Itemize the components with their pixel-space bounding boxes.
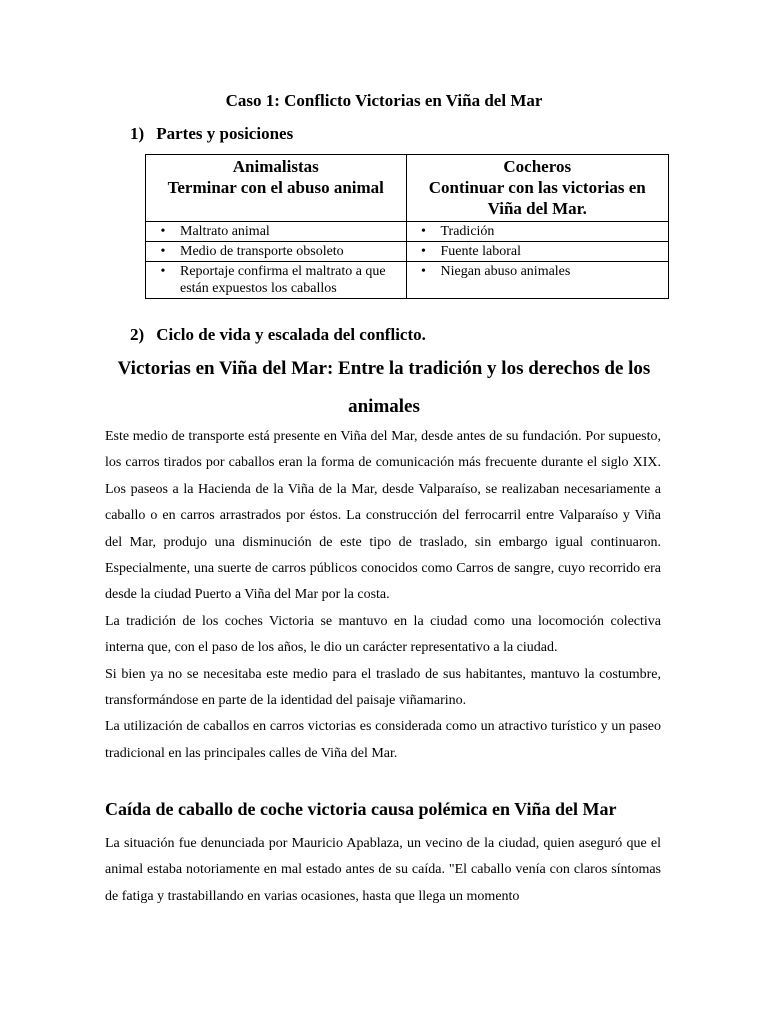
header-position: Terminar con el abuso animal (167, 178, 384, 197)
cell-text: Maltrato animal (180, 224, 270, 239)
paragraph: La utilización de caballos en carros victorias es considerada como un atractivo turístico y un paseo tradicional en las principales calles de Viña del Mar. (105, 719, 661, 761)
table-cell-right (406, 242, 669, 262)
header-position-cont: Viña del Mar. (487, 199, 587, 218)
cell-text: Tradición (440, 224, 495, 239)
table-cell-left (146, 262, 407, 299)
bullet-icon: • (160, 244, 166, 259)
paragraph: Este medio de transporte está presente en Viña del Mar, desde antes de su fundación. Por supuesto, los carros tirados por caballos eran la forma de comunicación más frecuente durante el siglo XIX. Los paseos a la Hacienda de la Viña de la Mar, desde Valparaíso, se realizaban necesariamente a caballo o en carros arrastrados por éstos. La construcción del ferrocarril entre Valparaíso y Viña del Mar, produjo una disminución de este tipo de traslado, sin embargo igual continuaron. Especialmente, una suerte de carros públicos conocidos como Carros de sangre, cuyo recorrido era desde la ciudad Puerto a Viña del Mar por la costa. (105, 429, 661, 603)
cell-text: Fuente laboral (440, 244, 521, 259)
paragraph: La tradición de los coches Victoria se mantuvo en la ciudad como una locomoción colectiva interna que, con el paso de los años, le dio un carácter representativo a la ciudad. (105, 613, 661, 656)
bullet-icon: • (160, 264, 166, 279)
bullet-icon: • (421, 244, 426, 259)
section-heading-2 (130, 325, 426, 345)
table-row (146, 262, 669, 299)
animalistas-header (146, 155, 407, 222)
table-header-row (146, 155, 669, 222)
bullet-icon: • (421, 264, 426, 279)
article-body-2 (105, 803, 661, 910)
table-row (146, 222, 669, 242)
positions-table (145, 154, 669, 299)
header-position: Continuar con las victorias en (428, 178, 646, 197)
section-number: 2) (130, 325, 145, 344)
table-cell-right (406, 262, 669, 299)
header-party: Animalistas (232, 157, 319, 176)
bullet-icon: • (160, 224, 166, 239)
table-row (146, 242, 669, 262)
document-title: Caso 1: Conflicto Victorias en Viña del Mar (225, 91, 543, 110)
article-subheading: Caída de caballo de coche victoria causa polémica en Viña del Mar (105, 799, 617, 819)
paragraph: Si bien ya no se necesitaba este medio para el traslado de sus habitantes, mantuvo la costumbre, transformándose en parte de la identidad del paisaje viñamarino. (105, 666, 661, 709)
cocheros-header (406, 155, 669, 222)
section-number: 1) (130, 124, 145, 143)
section-label: Ciclo de vida y escalada del conflicto. (156, 325, 426, 344)
section-label: Partes y posiciones (156, 124, 294, 143)
table-cell-right (406, 222, 669, 242)
cell-text: Medio de transporte obsoleto (180, 244, 344, 259)
bullet-icon: • (421, 224, 426, 239)
table-cell-left (146, 222, 407, 242)
header-party: Cocheros (503, 157, 572, 176)
paragraph: La situación fue denunciada por Mauricio Apablaza, un vecino de la ciudad, quien aseguró que el animal estaba notoriamente en mal estado antes de su caída. "El caballo venía con claros síntomas de fatiga y trastabillando en varias ocasiones, hasta que llega un momento (105, 836, 661, 904)
section-heading-1 (130, 124, 293, 144)
table-cell-left (146, 242, 407, 262)
cell-text: Reportaje confirma el maltrato a que están expuestos los caballos (180, 264, 386, 296)
article-title: Victorias en Viña del Mar: Entre la tradición y los derechos de los animales (117, 358, 651, 417)
article-body (105, 424, 661, 767)
cell-text: Niegan abuso animales (440, 264, 571, 279)
